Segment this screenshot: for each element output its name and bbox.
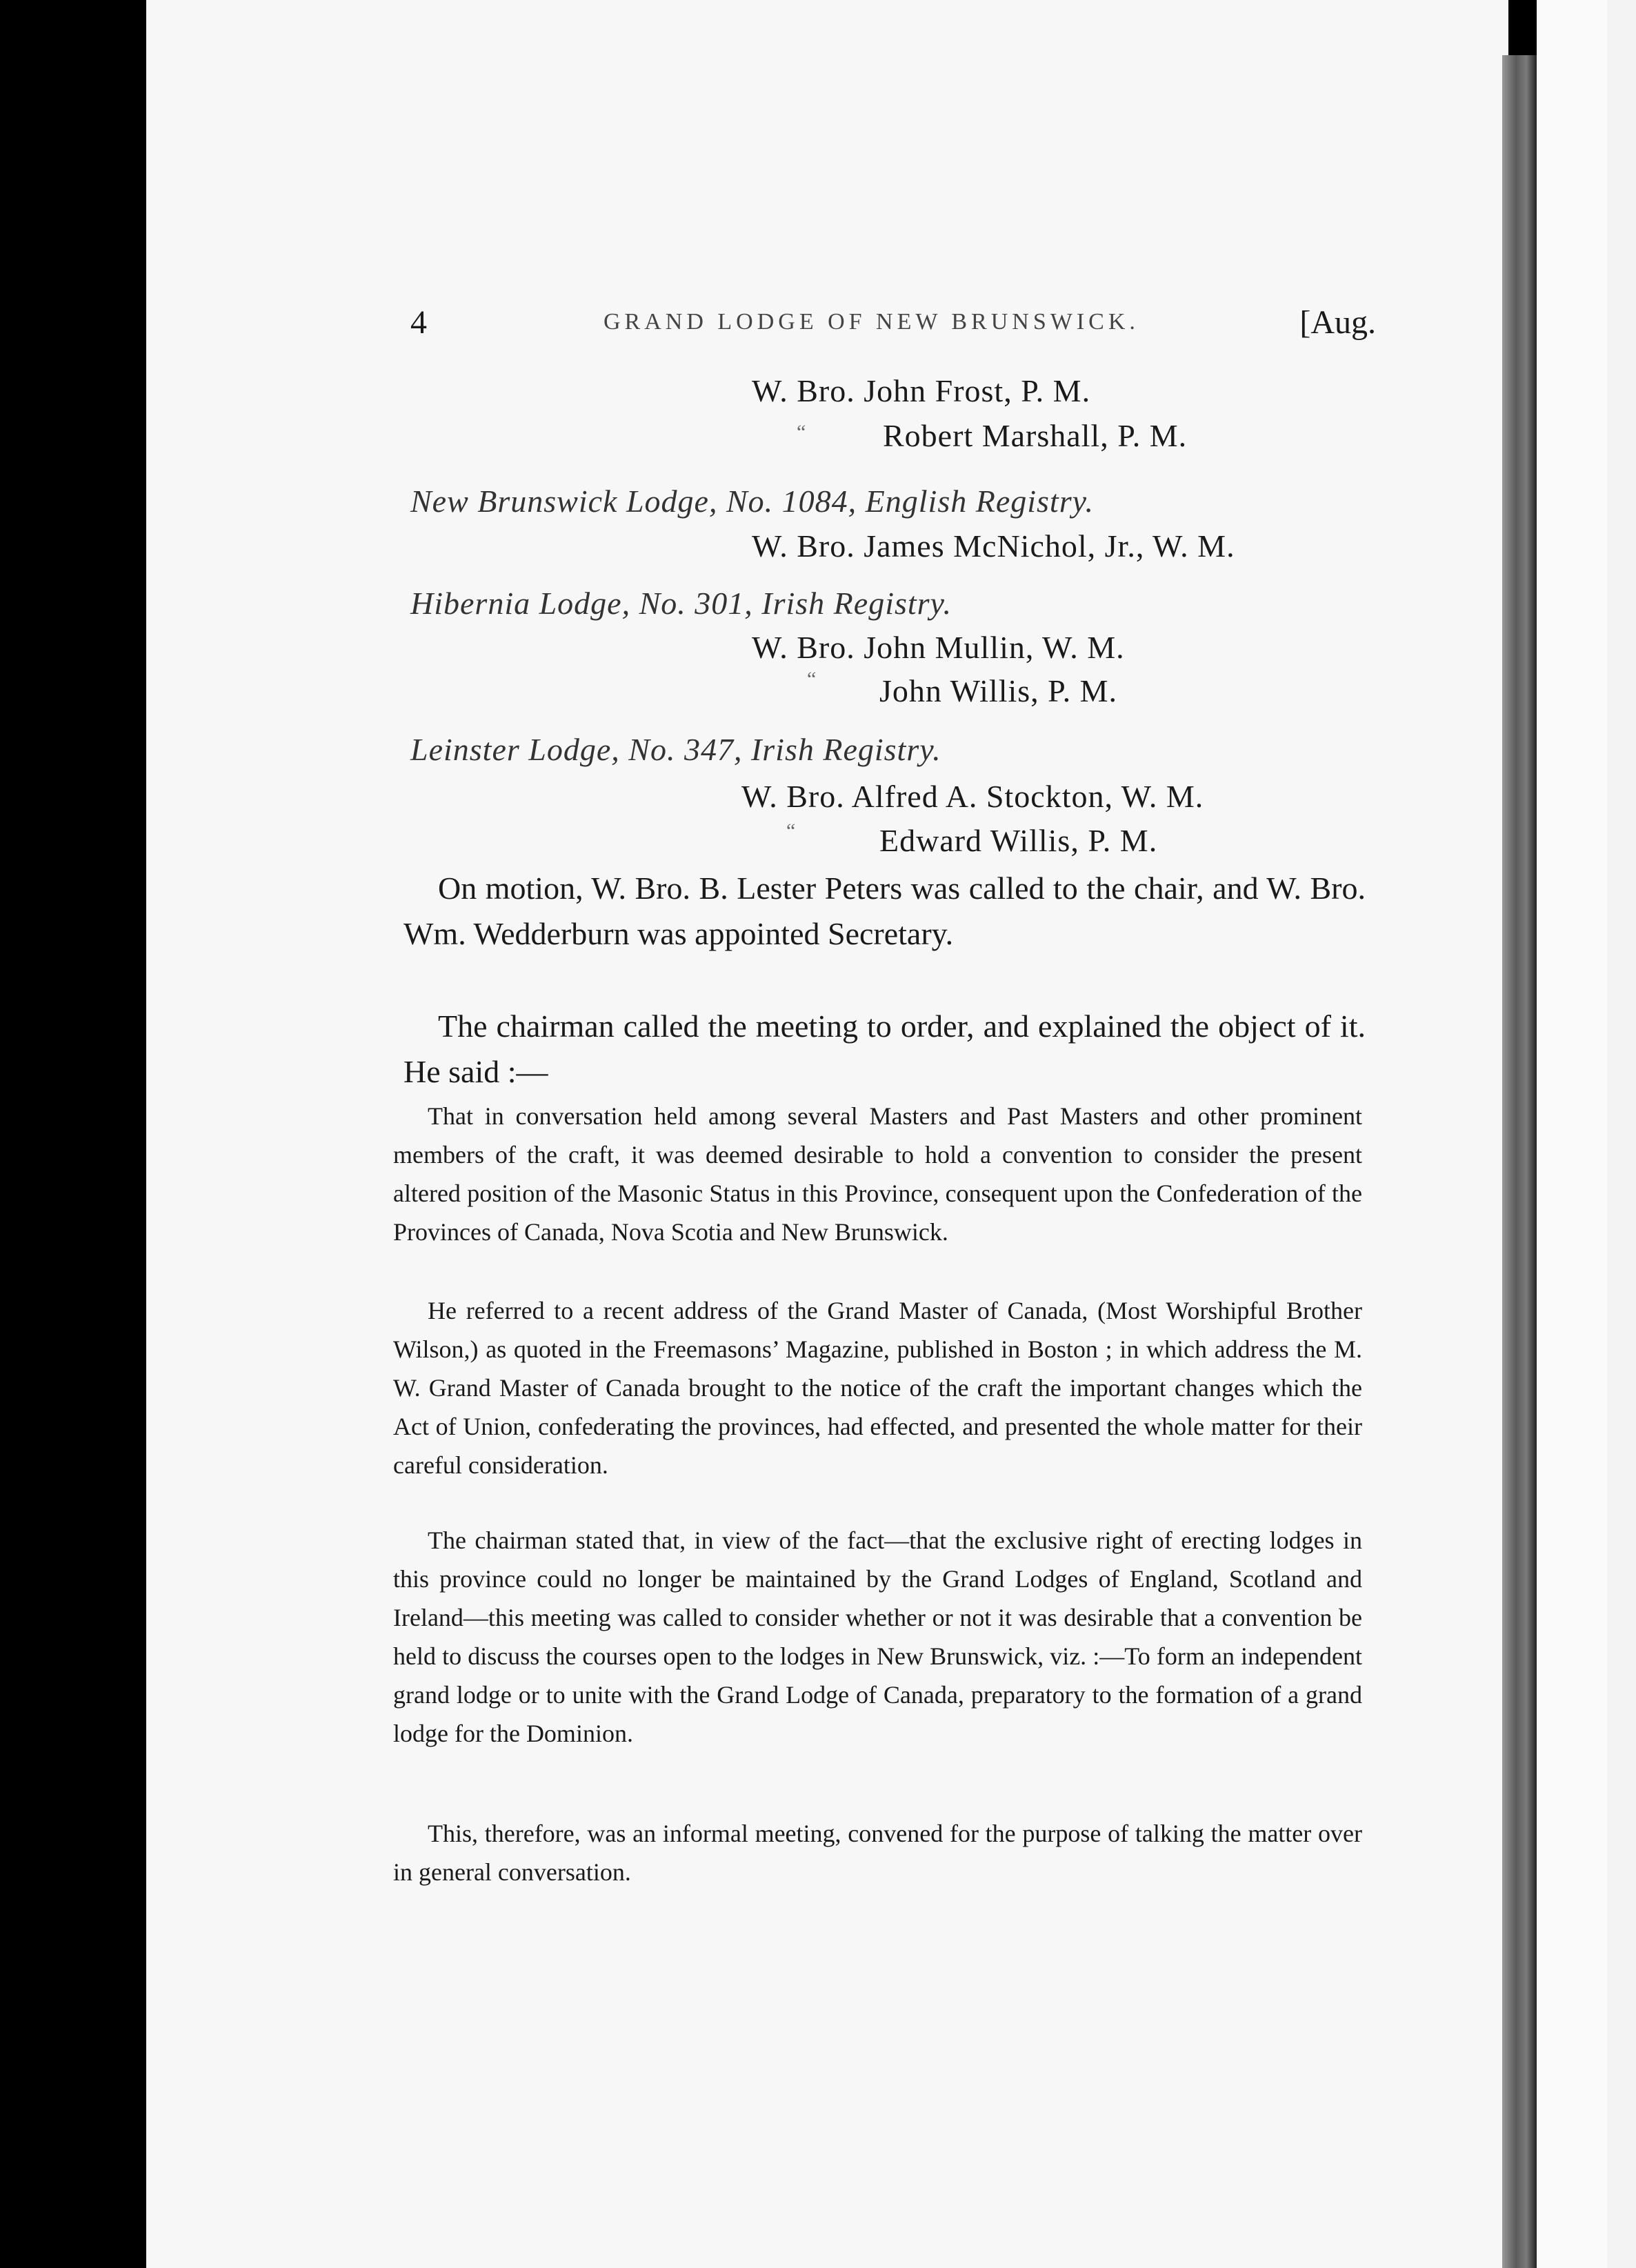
lodge-heading: Leinster Lodge, No. 347, Irish Registry. bbox=[410, 732, 941, 767]
page-header bbox=[410, 304, 1376, 352]
attendee-prefix: W. Bro. bbox=[752, 528, 855, 564]
ditto-mark: “ bbox=[786, 819, 796, 842]
paragraph-text: This, therefore, was an informal meeting, convened for the purpose of talking the matter over in general conversation. bbox=[393, 1820, 1362, 1886]
motion-paragraph bbox=[403, 866, 1366, 957]
chairman-intro-paragraph bbox=[403, 1004, 1366, 1095]
attendee-name: John Willis, P. M. bbox=[879, 673, 1118, 708]
paragraph-text: The chairman called the meeting to order, and explained the object of it. He said :— bbox=[403, 1008, 1366, 1089]
attendee-prefix: W. Bro. bbox=[752, 373, 855, 408]
attendee-prefix: W. Bro. bbox=[741, 779, 845, 814]
next-page-margin bbox=[1607, 0, 1636, 2268]
paragraph-text: On motion, W. Bro. B. Lester Peters was called to the chair, and W. Bro. Wm. Wedderburn was appointed Secretary. bbox=[403, 871, 1366, 951]
lodge-heading: New Brunswick Lodge, No. 1084, English Registry. bbox=[410, 484, 1094, 519]
attendee-line bbox=[752, 528, 1235, 564]
attendee-prefix: W. Bro. bbox=[752, 630, 855, 665]
paragraph-text: That in conversation held among several Masters and Past Masters and other prominent members of the craft, it was deemed desirable to hold a convention to consider the present altered position of the Masonic Status in this Province, consequent upon the Confederation of the Provinces of Canada, Nova Scotia and New Brunswick. bbox=[393, 1102, 1362, 1246]
attendee-line bbox=[741, 778, 1204, 815]
paragraph-text: The chairman stated that, in view of the fact—that the exclusive right of erecting lodges in this province could no longer be maintained by the Grand Lodges of England, Scotland and Ireland—this meeting was called to consider whether or not it was desirable that a convention be held to discuss the courses open to the lodges in New Brunswick, viz. :—To form an independent grand lodge or to unite with the Grand Lodge of Canada, preparatory to the formation of a grand lodge for the Dominion. bbox=[393, 1526, 1362, 1747]
attendee-line bbox=[752, 372, 1090, 409]
exclusive-right-paragraph bbox=[393, 1521, 1362, 1753]
page-number: 4 bbox=[410, 304, 427, 341]
address-paragraph bbox=[393, 1291, 1362, 1484]
page-binding-shadow bbox=[1502, 55, 1537, 2268]
ditto-mark: “ bbox=[797, 421, 806, 444]
header-date: [Aug. bbox=[1299, 304, 1376, 341]
informal-meeting-paragraph bbox=[393, 1814, 1362, 1891]
attendee-name: John Mullin, W. M. bbox=[864, 630, 1125, 665]
ditto-mark: “ bbox=[807, 668, 817, 690]
lodge-heading: Hibernia Lodge, No. 301, Irish Registry. bbox=[410, 586, 952, 621]
attendee-name: Edward Willis, P. M. bbox=[879, 823, 1158, 858]
attendee-name: James McNichol, Jr., W. M. bbox=[864, 528, 1235, 564]
attendee-name: Robert Marshall, P. M. bbox=[883, 418, 1188, 453]
conversation-paragraph bbox=[393, 1097, 1362, 1251]
attendee-name: John Frost, P. M. bbox=[864, 373, 1091, 408]
running-title: GRAND LODGE OF NEW BRUNSWICK. bbox=[603, 309, 1139, 335]
attendee-line bbox=[752, 629, 1125, 666]
paragraph-text: He referred to a recent address of the Grand Master of Canada, (Most Worshipful Brother Wilson,) as quoted in the Freemasons’ Magazine, published in Boston ; in which address the M. W. Grand Master of Canada brought to the notice of the craft the important changes which the Act of Union, confederating the provinces, had effected, and presented the whole matter for their careful consideration. bbox=[393, 1297, 1362, 1479]
attendee-name: Alfred A. Stockton, W. M. bbox=[851, 779, 1204, 814]
